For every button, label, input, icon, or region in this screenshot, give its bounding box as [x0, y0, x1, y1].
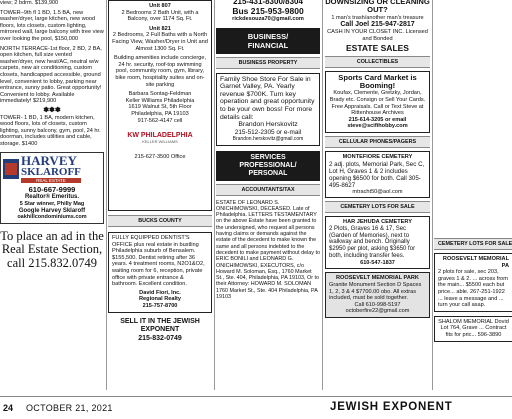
- column-2: [108, 0, 212, 343]
- bucks-county-header: BUCKS COUNTY: [108, 215, 212, 227]
- sports-card-body: Koufax, Clemente, Gretzky, Jordan, Brady etc. Consign or Sell Your Cards. Free Appraisals. Call or Text Steve at Rittenhouse Archives: [329, 90, 426, 117]
- listing-tower-b: TOWER- 1 BD, 1 BA, modern kitchen, wood floors, lots of closets, custom lighting, sunny balcony, gym, pool, 24 hr. doorman, includes utilities and cable, storage. $1400: [0, 114, 101, 147]
- sports-card-ad: [325, 71, 430, 133]
- amenities: Building amenities include concierge, 24 hr. security, roof-top swimming pool, community room, gym, library, bike room, hospitality suites and on-site parking: [113, 55, 207, 88]
- har-jehuda-body: 2 Plots, Graves 16 & 17, Sec (Garden of Memories), next to walkway and bench. Originally $2950 per plot, asking $3650 for both, including transfer fees.: [329, 225, 416, 259]
- services-line-2: PROFESSIONAL/: [239, 161, 297, 169]
- shalom-text: SHALOM MEMORIAL Dovid Lot 764, Grave ... Contract fits for pric... 596-3890: [438, 318, 509, 338]
- roosevelt-email: octoberfire22@gmail.com: [345, 308, 410, 315]
- page-number: 24: [3, 403, 14, 413]
- roosevelt-body: Granite Monument Section D Spaces 1, 2, 3 & 4 $7700.00 obo. All extras included, must be sold together.: [329, 281, 422, 302]
- har-jehuda-ad: [325, 216, 430, 269]
- dentist-office-ad: [108, 232, 212, 313]
- column-4: [325, 0, 430, 318]
- cash-in-closet: CASH IN YOUR CLOSET INC. Licensed and Bonded: [327, 29, 428, 42]
- unit-821-title: Unit 821: [149, 25, 171, 32]
- unit-821-desc: 2 Bedrooms, 2 Full Baths with a North Facing View, Washer/Dryer in Unit and Almost 1300 Sq. Ft.: [112, 32, 208, 52]
- roosevelt-2-body: 2 plots for sale, sec 203, graves 1 & 2. ... across from the main... $5500 each but price... able. 267-251-1922 ... leave a message and ... turn your call asap.: [438, 269, 508, 309]
- sklaroff-google: Google Harvey Sklaroff: [18, 207, 86, 214]
- logo-bottom-text: SKLAROFF: [21, 166, 81, 179]
- treasure-line: 1 man's trash/another man's treasure: [331, 14, 424, 21]
- roosevelt-ad-2: [434, 253, 512, 312]
- montefiore-ad: [325, 151, 430, 198]
- sports-card-email: steve@scifihobby.com: [347, 123, 408, 130]
- column-1: [0, 0, 104, 270]
- house-icon: [3, 159, 19, 179]
- brandon-email: Brandon.herskovitz@gmail.com: [232, 135, 304, 142]
- collectibles-header: COLLECTIBLES: [325, 56, 430, 68]
- keller-williams-ad: [108, 0, 212, 211]
- business-financial-header: [216, 28, 320, 54]
- sklaroff-stars: 5 Star winner, Philly Mag: [19, 201, 85, 208]
- roosevelt-title: ROOSEVELT MEMORIAL PARK: [336, 275, 419, 282]
- downsizing: DOWNSIZING OR CLEANING OUT?: [325, 0, 430, 15]
- montefiore-title: MONTEFIORE CEMETERY: [342, 153, 413, 160]
- agent-address-2: Philadelphia, PA 19103: [131, 110, 189, 117]
- har-jehuda-phone: 610-547-1837: [360, 259, 395, 266]
- services-line-1: SERVICES: [250, 153, 286, 161]
- agent-firm: Keller Williams Philadelphia: [125, 97, 195, 104]
- listing-tower-9: TOWER–9th fl 1 BD, 1.5 BA, new washer/dryer, large kitchen, new wood floors, lots closets, custom lighting, mirrored wall, large balcony with tree view over looking the pool, $150,000: [0, 9, 104, 42]
- estate-notice: ESTATE OF LEONARD S. ONICHIMOWSKI, DECEASED. Late of Philadelphia. LETTERS TESTAMENTARY on the above Estate have been granted to the undersigned, who request all persons having claims or demands against the estate of the decedent to make known the same and all persons indebted to the decedent to make payment without delay to ERIC BONILI and LEONARD G. ONICHIMOWSKI, EXECUTORS, c/o Howard M. Soloman, Esq., 1760 Market St., Ste. 404, Philadelphia, PA 19103, Or to their Attorney: HOWARD M. SOLOMAN 1760 Market St., Ste. 404 Philadelphia, PA 19103: [216, 199, 320, 300]
- agent-address-1: 1619 Walnut St, 5th Floor: [128, 104, 192, 111]
- agent-name: Barbara Sontag-Feldman: [128, 91, 192, 98]
- column-rule: [214, 0, 215, 390]
- david-fiori-phone: 215-757-8700: [142, 302, 178, 309]
- regional-realty: Regional Realty: [139, 296, 181, 303]
- bf-header-line-1: BUSINESS/: [247, 31, 289, 41]
- logo-top-text: HARVEY: [21, 153, 77, 169]
- sklaroff-logo: [3, 155, 101, 183]
- office-phone: 215-627-3500 Office: [134, 154, 186, 161]
- business-property-header: BUSINESS PROPERTY: [216, 57, 320, 69]
- column-3: [216, 0, 320, 300]
- listing-north-terrace: NORTH TERRACE-1st floor, 2 BD, 2 BA, open kitchen, full size vented washer/dryer, new heat/AC, neutral w/w carpets, new air conditioning, custom closets, handicapped accessible, ground level, convenient to lobby, parking near entrance, sunny patio. Great opportunity! Convenient to lobby. Available immediately! $219,900: [0, 45, 102, 105]
- cemetery-lots-header-2: CEMETERY LOTS FOR SALE: [434, 238, 512, 250]
- bus-phone: Bus 215-953-9800: [232, 6, 304, 16]
- montefiore-email: mtracht50@aol.com: [352, 188, 403, 195]
- harvey-sklaroff-ad: [0, 152, 104, 223]
- kw-logo-sub: KELLER WILLIAMS: [142, 139, 178, 145]
- column-rule: [106, 0, 107, 390]
- brandon-name: Brandon Herskovitz: [238, 121, 298, 129]
- rick-email: rickdesouza70@gmail.com: [232, 16, 304, 22]
- column-rule: [432, 0, 433, 390]
- call-joel: Call Joel 215-947-2817: [340, 21, 415, 29]
- shalom-ad: [434, 316, 512, 342]
- montefiore-body: 2 adj. plots, Memorial Park, Sec C, Lot H, Graves 1 & 2 includes opening $6500 for both. Call 305-495-8627: [329, 160, 425, 189]
- sklaroff-realtor: Realtor® Emeritus.: [24, 194, 80, 201]
- shoe-store-text: Family Shoe Store For Sale in Garnet Valley, PA. Yearly revenue $700K. Turn key operation and great opportunity to be your own boss! For more details call:: [220, 75, 315, 121]
- unit-807-desc: 2 Bedrooms 2 Bath Unit, with a Balcony, over 1174 Sq. Ft.: [121, 9, 199, 23]
- har-jehuda-title: HAR JEHUDA CEMETERY: [343, 219, 412, 226]
- roosevelt-2-title: ROOSEVELT MEMORIAL PA: [442, 256, 509, 269]
- column-5: [434, 0, 512, 342]
- stars-divider: ✽✽✽: [43, 106, 61, 114]
- masthead: JEWISH EXPONENT: [330, 401, 453, 413]
- place-an-ad: To place an ad in the Real Estate Section, call 215.832.0749: [0, 228, 104, 270]
- sklaroff-phone: 610-667-9999: [28, 185, 76, 195]
- estate-sales: ESTATE SALES: [346, 42, 409, 53]
- sports-card-title: Sports Card Market is Booming!: [338, 72, 417, 90]
- cemetery-lots-header: CEMETERY LOTS FOR SALE: [325, 201, 430, 213]
- accountants-header: ACCOUNTANTS/TAX: [216, 184, 320, 196]
- column-rule: [322, 0, 323, 390]
- brandon-contact: 215-512-2305 or e-mail: [234, 128, 302, 136]
- services-header: [216, 151, 320, 181]
- dentist-office-text: FULLY EQUIPPED DENTIST'S OFFICE plus real estate in bustling Philadelphia suburb of Bensalem. $155,500. Dentist retiring after 36 years. 4 treatment rooms, N2O1&O2, waiting room for 6, reception, private office with private entrance & bathroom. Excellent condition.: [112, 235, 205, 288]
- sports-card-phone: 215-614-3205 or email: [348, 116, 407, 123]
- agent-phone: 917-562-4147 cell: [137, 117, 183, 124]
- sell-it-title: SELL IT IN THE JEWISH EXPONENT: [120, 317, 200, 333]
- kw-logo: [125, 132, 195, 144]
- phone-top: 215-431-8300/8304: [233, 0, 303, 6]
- sklaroff-website: oakhillcondominiums.com: [17, 214, 87, 221]
- services-line-3: PERSONAL: [248, 169, 288, 177]
- cellular-header: CELLULAR PHONES/PAGERS: [325, 136, 430, 148]
- bf-header-line-2: FINANCIAL: [247, 40, 289, 50]
- issue-date: OCTOBER 21, 2021: [26, 403, 113, 413]
- listing-top: view; 2 bdrm. $139,900: [0, 0, 59, 6]
- david-fiori: David Fiori, Inc.: [139, 289, 181, 296]
- sell-it-phone: 215-832-0749: [138, 334, 182, 342]
- shoe-store-ad: [216, 73, 320, 146]
- roosevelt-phone: Call 610-998-5197: [354, 301, 401, 308]
- unit-807-title: Unit 807: [149, 3, 171, 9]
- page-footer: [0, 396, 512, 419]
- roosevelt-ad: [325, 272, 430, 318]
- kw-logo-text: KW PHILADELPHIA: [127, 132, 193, 140]
- logo-tag: REAL ESTATE: [21, 178, 81, 183]
